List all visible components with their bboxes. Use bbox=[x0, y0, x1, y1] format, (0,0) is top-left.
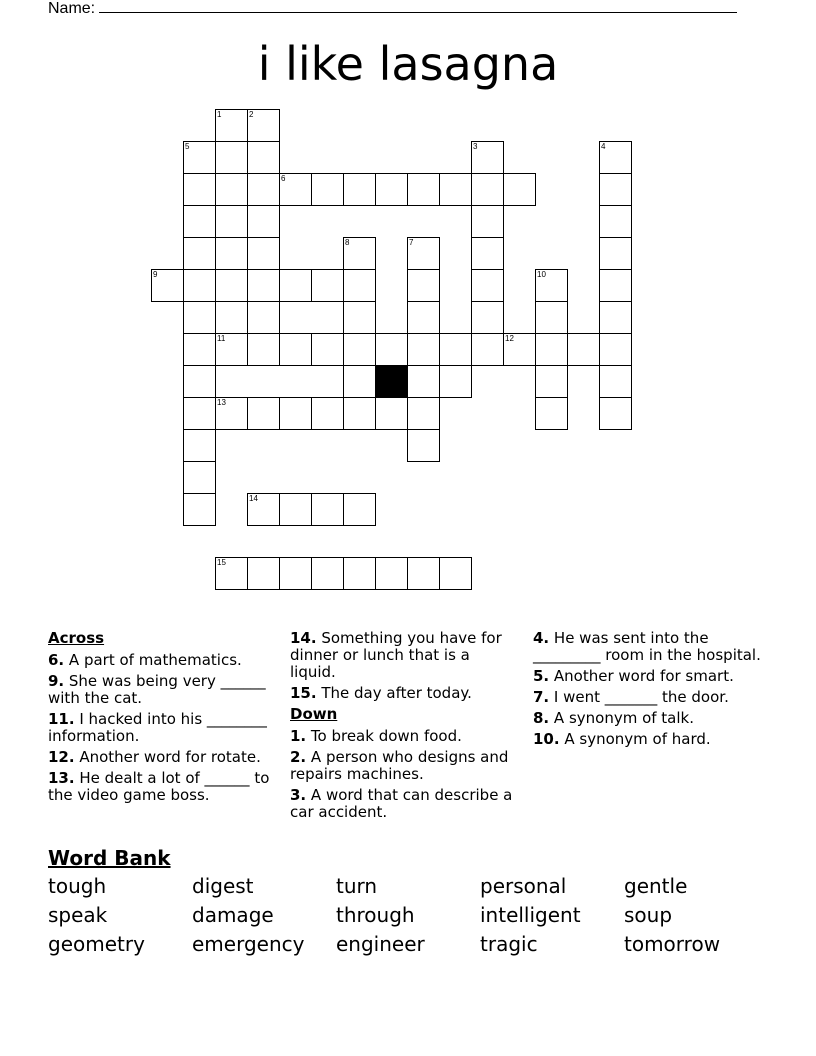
clue-text: A part of mathematics. bbox=[64, 651, 242, 669]
clues-column-1 bbox=[48, 630, 278, 808]
grid-cell[interactable] bbox=[407, 173, 440, 206]
grid-cell[interactable] bbox=[343, 557, 376, 590]
grid-cell[interactable] bbox=[407, 333, 440, 366]
clues-column-2 bbox=[290, 630, 520, 825]
grid-cell[interactable] bbox=[471, 237, 504, 270]
grid-cell[interactable] bbox=[215, 141, 248, 174]
clue bbox=[533, 668, 763, 685]
clue-text: Another word for rotate. bbox=[74, 748, 261, 766]
clue bbox=[533, 689, 763, 706]
grid-cell[interactable] bbox=[279, 173, 312, 206]
clue-number-label: 7. bbox=[533, 688, 550, 706]
grid-cell[interactable] bbox=[471, 205, 504, 238]
grid-cell[interactable] bbox=[599, 205, 632, 238]
word-bank-title: Word Bank bbox=[48, 846, 171, 870]
clue-number: 15 bbox=[217, 558, 226, 567]
grid-cell[interactable] bbox=[407, 269, 440, 302]
grid-cell[interactable] bbox=[535, 333, 568, 366]
clue-number-label: 4. bbox=[533, 629, 550, 647]
grid-cell[interactable] bbox=[311, 493, 344, 526]
grid-cell[interactable] bbox=[439, 173, 472, 206]
grid-cell[interactable] bbox=[599, 397, 632, 430]
grid-cell[interactable] bbox=[183, 205, 216, 238]
grid-cell[interactable] bbox=[439, 333, 472, 366]
clue-number-label: 9. bbox=[48, 672, 65, 690]
word-bank-word: geometry bbox=[48, 932, 145, 956]
grid-cell[interactable] bbox=[503, 173, 536, 206]
word-bank-word: tomorrow bbox=[624, 932, 721, 956]
clues-column-3 bbox=[533, 630, 763, 752]
clue-text: Another word for smart. bbox=[549, 667, 734, 685]
clue-number: 1 bbox=[217, 110, 222, 119]
grid-cell[interactable] bbox=[311, 269, 344, 302]
grid-cell[interactable] bbox=[439, 557, 472, 590]
grid-cell[interactable] bbox=[183, 493, 216, 526]
clue-number: 3 bbox=[473, 142, 478, 151]
grid-cell[interactable] bbox=[247, 493, 280, 526]
clue-number-label: 12. bbox=[48, 748, 75, 766]
grid-cell[interactable] bbox=[343, 493, 376, 526]
word-bank-word: gentle bbox=[624, 874, 688, 898]
grid-cell[interactable] bbox=[183, 237, 216, 270]
grid-cell[interactable] bbox=[599, 365, 632, 398]
clue-text: He was sent into the _________ room in the hospital. bbox=[533, 629, 761, 664]
grid-cell[interactable] bbox=[343, 237, 376, 270]
grid-cell[interactable] bbox=[535, 269, 568, 302]
grid-cell[interactable] bbox=[567, 333, 600, 366]
grid-cell[interactable] bbox=[599, 173, 632, 206]
clue-text: A synonym of talk. bbox=[549, 709, 694, 727]
grid-cell[interactable] bbox=[407, 365, 440, 398]
grid-cell[interactable] bbox=[599, 301, 632, 334]
word-bank-word: turn bbox=[336, 874, 378, 898]
clue bbox=[48, 749, 278, 766]
clue-number-label: 6. bbox=[48, 651, 65, 669]
grid-cell[interactable] bbox=[471, 301, 504, 334]
clue-text: To break down food. bbox=[306, 727, 462, 745]
grid-cell[interactable] bbox=[247, 557, 280, 590]
grid-cell[interactable] bbox=[183, 141, 216, 174]
grid-cell[interactable] bbox=[599, 269, 632, 302]
grid-cell[interactable] bbox=[343, 397, 376, 430]
grid-cell[interactable] bbox=[247, 397, 280, 430]
grid-cell[interactable] bbox=[407, 557, 440, 590]
clue-number-label: 1. bbox=[290, 727, 307, 745]
black-square bbox=[375, 365, 408, 398]
word-bank-word: digest bbox=[192, 874, 254, 898]
clue-text: She was being very ______ with the cat. bbox=[48, 672, 266, 707]
clue-number-label: 8. bbox=[533, 709, 550, 727]
grid-cell[interactable] bbox=[247, 333, 280, 366]
grid-cell[interactable] bbox=[375, 333, 408, 366]
clue bbox=[290, 749, 520, 783]
clue-number: 2 bbox=[249, 110, 254, 119]
clue-number-label: 14. bbox=[290, 629, 317, 647]
grid-cell[interactable] bbox=[311, 397, 344, 430]
word-bank-word: soup bbox=[624, 903, 673, 927]
grid-cell[interactable] bbox=[343, 365, 376, 398]
grid-cell[interactable] bbox=[183, 397, 216, 430]
clue-text: A person who designs and repairs machines. bbox=[290, 748, 509, 783]
grid-cell[interactable] bbox=[279, 557, 312, 590]
clue bbox=[48, 652, 278, 669]
word-bank-word: personal bbox=[480, 874, 567, 898]
clue bbox=[48, 770, 278, 804]
grid-cell[interactable] bbox=[183, 429, 216, 462]
grid-cell[interactable] bbox=[183, 269, 216, 302]
grid-cell[interactable] bbox=[535, 397, 568, 430]
grid-cell[interactable] bbox=[343, 301, 376, 334]
clue-number-label: 13. bbox=[48, 769, 75, 787]
word-bank-word: engineer bbox=[336, 932, 425, 956]
clue-number-label: 11. bbox=[48, 710, 75, 728]
grid-cell[interactable] bbox=[279, 269, 312, 302]
grid-cell[interactable] bbox=[183, 461, 216, 494]
grid-cell[interactable] bbox=[343, 333, 376, 366]
grid-cell[interactable] bbox=[407, 301, 440, 334]
grid-cell[interactable] bbox=[599, 141, 632, 174]
grid-cell[interactable] bbox=[215, 333, 248, 366]
word-bank-word: intelligent bbox=[480, 903, 581, 927]
grid-cell[interactable] bbox=[471, 269, 504, 302]
grid-cell[interactable] bbox=[215, 205, 248, 238]
grid-cell[interactable] bbox=[215, 109, 248, 142]
clue bbox=[48, 711, 278, 745]
clue bbox=[290, 685, 520, 702]
grid-cell[interactable] bbox=[311, 557, 344, 590]
clue-number-label: 2. bbox=[290, 748, 307, 766]
grid-cell[interactable] bbox=[215, 269, 248, 302]
grid-cell[interactable] bbox=[247, 173, 280, 206]
grid-cell[interactable] bbox=[247, 237, 280, 270]
grid-cell[interactable] bbox=[215, 237, 248, 270]
grid-cell[interactable] bbox=[439, 365, 472, 398]
grid-cell[interactable] bbox=[471, 141, 504, 174]
word-bank-word: emergency bbox=[192, 932, 305, 956]
grid-cell[interactable] bbox=[407, 237, 440, 270]
grid-cell[interactable] bbox=[599, 333, 632, 366]
word-bank-word: tough bbox=[48, 874, 107, 898]
down-heading: Down bbox=[290, 705, 338, 723]
grid-cell[interactable] bbox=[183, 365, 216, 398]
clue bbox=[533, 630, 763, 664]
grid-cell[interactable] bbox=[471, 173, 504, 206]
clue-number-label: 5. bbox=[533, 667, 550, 685]
grid-cell[interactable] bbox=[311, 333, 344, 366]
grid-cell[interactable] bbox=[215, 557, 248, 590]
grid-cell[interactable] bbox=[279, 333, 312, 366]
grid-cell[interactable] bbox=[183, 301, 216, 334]
clue-number: 12 bbox=[505, 334, 514, 343]
clue-number: 9 bbox=[153, 270, 158, 279]
word-bank-word: speak bbox=[48, 903, 108, 927]
clue-text: Something you have for dinner or lunch that is a liquid. bbox=[290, 629, 502, 681]
grid-cell[interactable] bbox=[375, 173, 408, 206]
word-bank-word: damage bbox=[192, 903, 274, 927]
grid-cell[interactable] bbox=[279, 493, 312, 526]
clue-text: I went _______ the door. bbox=[549, 688, 729, 706]
clue-text: He dealt a lot of ______ to the video game boss. bbox=[48, 769, 270, 804]
grid-cell[interactable] bbox=[247, 301, 280, 334]
clue-number-label: 15. bbox=[290, 684, 317, 702]
grid-cell[interactable] bbox=[535, 365, 568, 398]
clue-number: 5 bbox=[185, 142, 190, 151]
grid-cell[interactable] bbox=[247, 109, 280, 142]
grid-cell[interactable] bbox=[471, 333, 504, 366]
clue bbox=[48, 673, 278, 707]
grid-cell[interactable] bbox=[343, 173, 376, 206]
across-heading: Across bbox=[48, 629, 105, 647]
grid-cell[interactable] bbox=[247, 205, 280, 238]
clue bbox=[533, 710, 763, 727]
word-bank-word: through bbox=[336, 903, 415, 927]
clue-number: 10 bbox=[537, 270, 546, 279]
clue bbox=[533, 731, 763, 748]
grid-cell[interactable] bbox=[183, 333, 216, 366]
grid-cell[interactable] bbox=[503, 333, 536, 366]
grid-cell[interactable] bbox=[215, 397, 248, 430]
clue-number: 7 bbox=[409, 238, 414, 247]
clue bbox=[290, 728, 520, 745]
grid-cell[interactable] bbox=[311, 173, 344, 206]
grid-cell[interactable] bbox=[535, 301, 568, 334]
name-field bbox=[48, 0, 737, 18]
grid-cell[interactable] bbox=[279, 397, 312, 430]
grid-cell[interactable] bbox=[151, 269, 184, 302]
clue-number: 6 bbox=[281, 174, 286, 183]
clue-number: 11 bbox=[217, 334, 226, 343]
grid-cell[interactable] bbox=[407, 397, 440, 430]
clue-number: 13 bbox=[217, 398, 226, 407]
clue-text: A word that can describe a car accident. bbox=[290, 786, 513, 821]
name-label: Name: bbox=[48, 0, 96, 17]
clue-number: 8 bbox=[345, 238, 350, 247]
grid-cell[interactable] bbox=[343, 269, 376, 302]
clue-number: 4 bbox=[601, 142, 606, 151]
page-title: i like lasagna bbox=[257, 37, 559, 91]
word-bank-word: tragic bbox=[480, 932, 538, 956]
clue-text: A synonym of hard. bbox=[559, 730, 711, 748]
clue-number: 14 bbox=[249, 494, 258, 503]
grid-cell[interactable] bbox=[247, 141, 280, 174]
grid-cell[interactable] bbox=[375, 557, 408, 590]
clue-number-label: 3. bbox=[290, 786, 307, 804]
clue-text: I hacked into his ________ information. bbox=[48, 710, 267, 745]
clue bbox=[290, 787, 520, 821]
grid-cell[interactable] bbox=[183, 173, 216, 206]
grid-cell[interactable] bbox=[407, 429, 440, 462]
grid-cell[interactable] bbox=[215, 173, 248, 206]
clue bbox=[290, 630, 520, 681]
grid-cell[interactable] bbox=[599, 237, 632, 270]
grid-cell[interactable] bbox=[375, 397, 408, 430]
name-underline bbox=[99, 0, 737, 13]
clue-text: The day after today. bbox=[316, 684, 472, 702]
clue-number-label: 10. bbox=[533, 730, 560, 748]
grid-cell[interactable] bbox=[247, 269, 280, 302]
